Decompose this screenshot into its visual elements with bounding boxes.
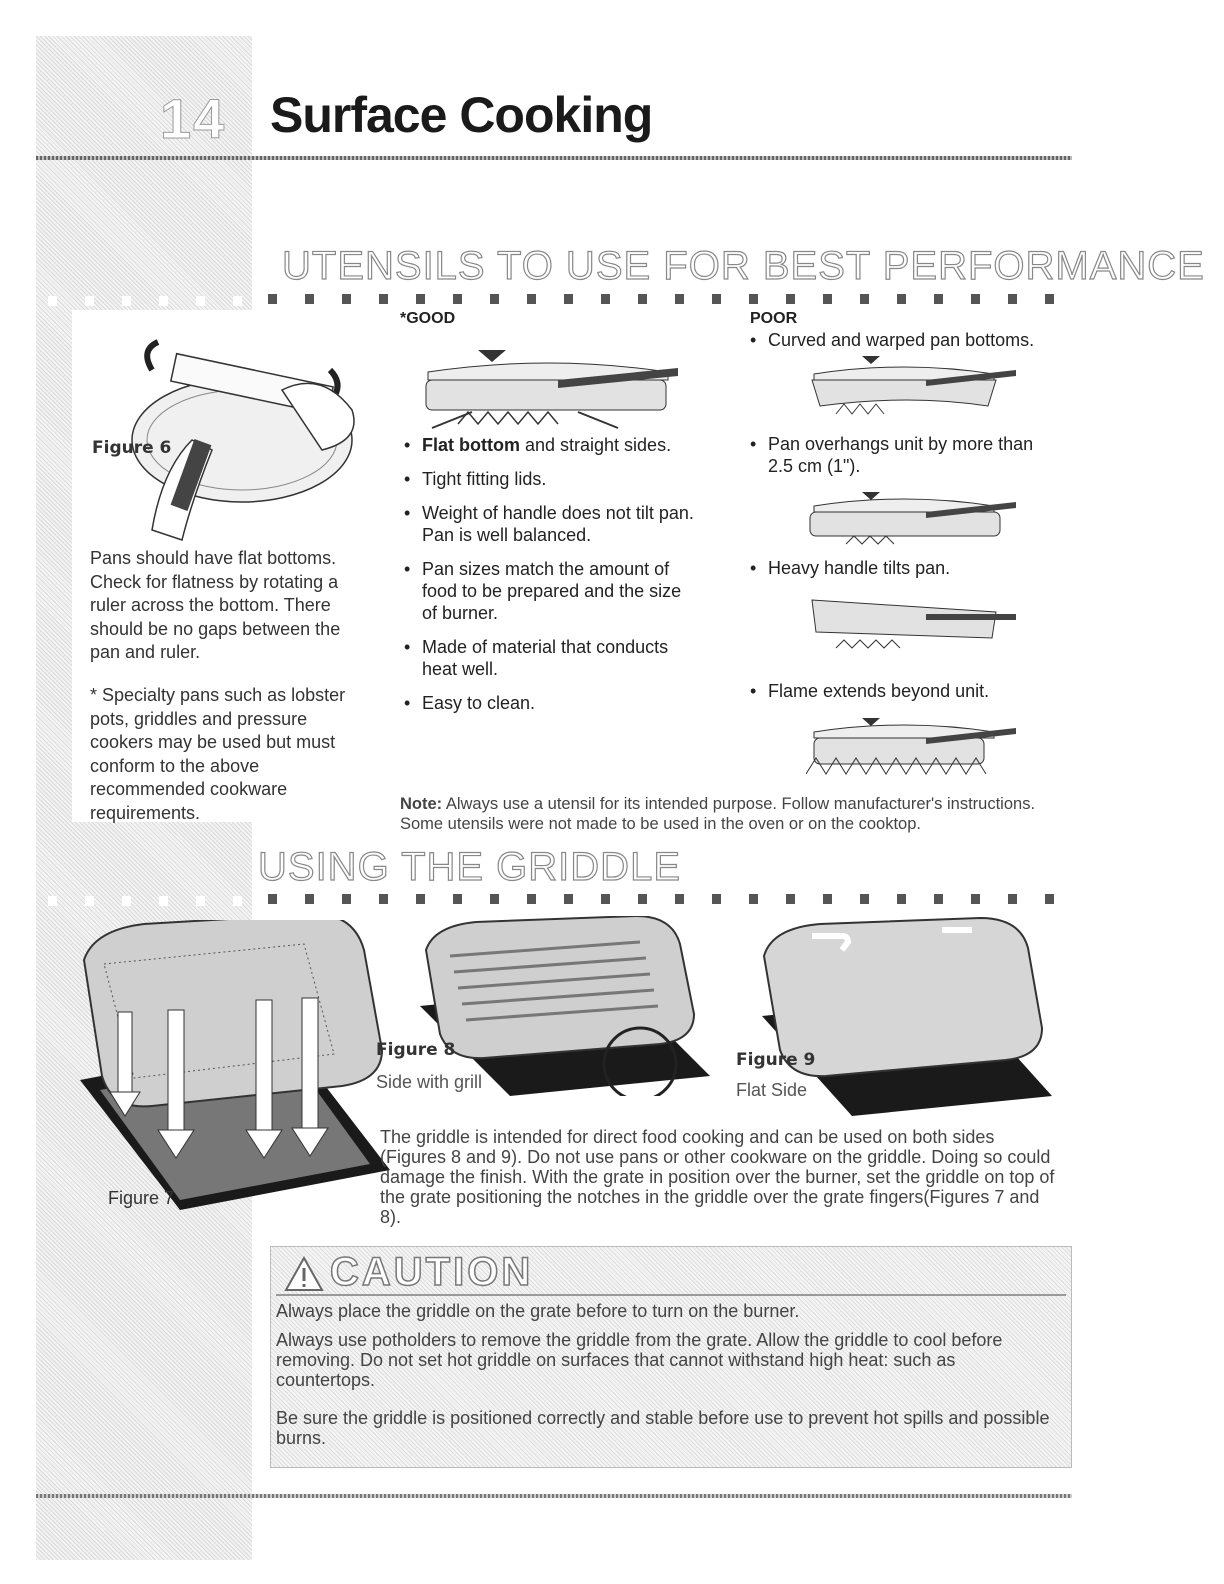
rotate-arrow-left (147, 342, 158, 370)
figure9-caption: Flat Side (736, 1080, 808, 1100)
lid-knob (478, 350, 506, 362)
figure7-illustration (70, 920, 390, 1220)
figure8-label: Figure 8 (376, 1040, 456, 1060)
good-item: • Easy to clean. (398, 692, 698, 714)
title-rule (36, 156, 1072, 160)
good-item: • Flat bottom and straight sides. (398, 434, 698, 456)
poor-item: • Pan overhangs unit by more than 2.5 cm (1"). (744, 433, 1054, 477)
flat-bottom-text: Pans should have flat bottoms. Check for flatness by rotating a ruler across the bottom. There should be no gaps between the pan and ruler. (90, 548, 341, 662)
overhang-pan-illustration (806, 490, 1016, 548)
figure8-caption: Side with grill (376, 1072, 483, 1092)
page-number: 14 (160, 87, 227, 150)
burner-flame (458, 412, 558, 424)
caution-divider (276, 1294, 1066, 1296)
flame-pan-illustration (806, 716, 1016, 776)
pan-body (426, 380, 666, 410)
griddle-heading: USING THE GRIDDLE (258, 845, 681, 889)
specialty-pans-text: * Specialty pans such as lobster pots, griddles and pressure cookers may be used but must conform to the above recommended cookware requirements. (90, 685, 346, 823)
figure9-label: Figure 9 (736, 1050, 816, 1070)
poor-list-4 (744, 680, 1054, 702)
section-dots (268, 294, 1076, 304)
poor-list-1 (744, 329, 1054, 351)
figure6-label: Figure 6 (92, 438, 172, 458)
warped-pan-illustration (806, 352, 1016, 416)
section-dots-left (48, 896, 248, 906)
caution-title: CAUTION (330, 1250, 534, 1294)
section-dots-left (48, 296, 248, 306)
poor-item: • Curved and warped pan bottoms. (744, 329, 1054, 351)
good-pan-illustration (418, 340, 678, 430)
caution-line-1: Always place the griddle on the grate before to turn on the burner. (276, 1301, 800, 1321)
poor-item: • Flame extends beyond unit. (744, 680, 1054, 702)
good-item: • Made of material that conducts heat well. (398, 636, 698, 680)
note-text: Note: Always use a utensil for its intended purpose. Follow manufacturer's instructions. Some utensils were not made to be used in the oven or on the cooktop. (400, 795, 1036, 833)
caution-line-3: Be sure the griddle is positioned correctly and stable before use to prevent hot spills and possible burns. (276, 1408, 1050, 1448)
poor-list-2 (744, 433, 1054, 477)
good-item: • Pan sizes match the amount of food to be prepared and the size of burner. (398, 558, 698, 624)
poor-heading: POOR (750, 310, 798, 327)
tilted-pan-illustration (806, 594, 1016, 652)
poor-item: • Heavy handle tilts pan. (744, 557, 1054, 579)
good-item: • Weight of handle does not tilt pan. Pan is well balanced. (398, 502, 698, 546)
griddle-body-text: The griddle is intended for direct food cooking and can be used on both sides (Figures 8 and 9). Do not use pans or other cookware on the griddle. Doing so could damage the finish. With the grate in position over the burner, set the griddle on top of the grate positioning the notches in the griddle over the grate fingers(Figures 7 and 8). (380, 1127, 1055, 1227)
page-title: Surface Cooking (270, 87, 653, 143)
figure7-label: Figure 7 (108, 1188, 175, 1208)
warning-icon (284, 1256, 324, 1292)
bottom-rule (36, 1494, 1072, 1498)
good-item: • Tight fitting lids. (398, 468, 698, 490)
good-heading: *GOOD (400, 310, 456, 327)
utensils-heading: UTENSILS TO USE FOR BEST PERFORMANCE (282, 244, 1205, 288)
caution-line-2: Always use potholders to remove the griddle from the grate. Allow the griddle to cool before removing. Do not set hot griddle on surfaces that cannot withstand high heat: such as countertops. (276, 1330, 1003, 1390)
poor-list-3 (744, 557, 1054, 579)
good-list (398, 434, 698, 714)
section-dots (268, 894, 1076, 904)
figure8-illustration (420, 916, 710, 1096)
grate (432, 412, 618, 428)
